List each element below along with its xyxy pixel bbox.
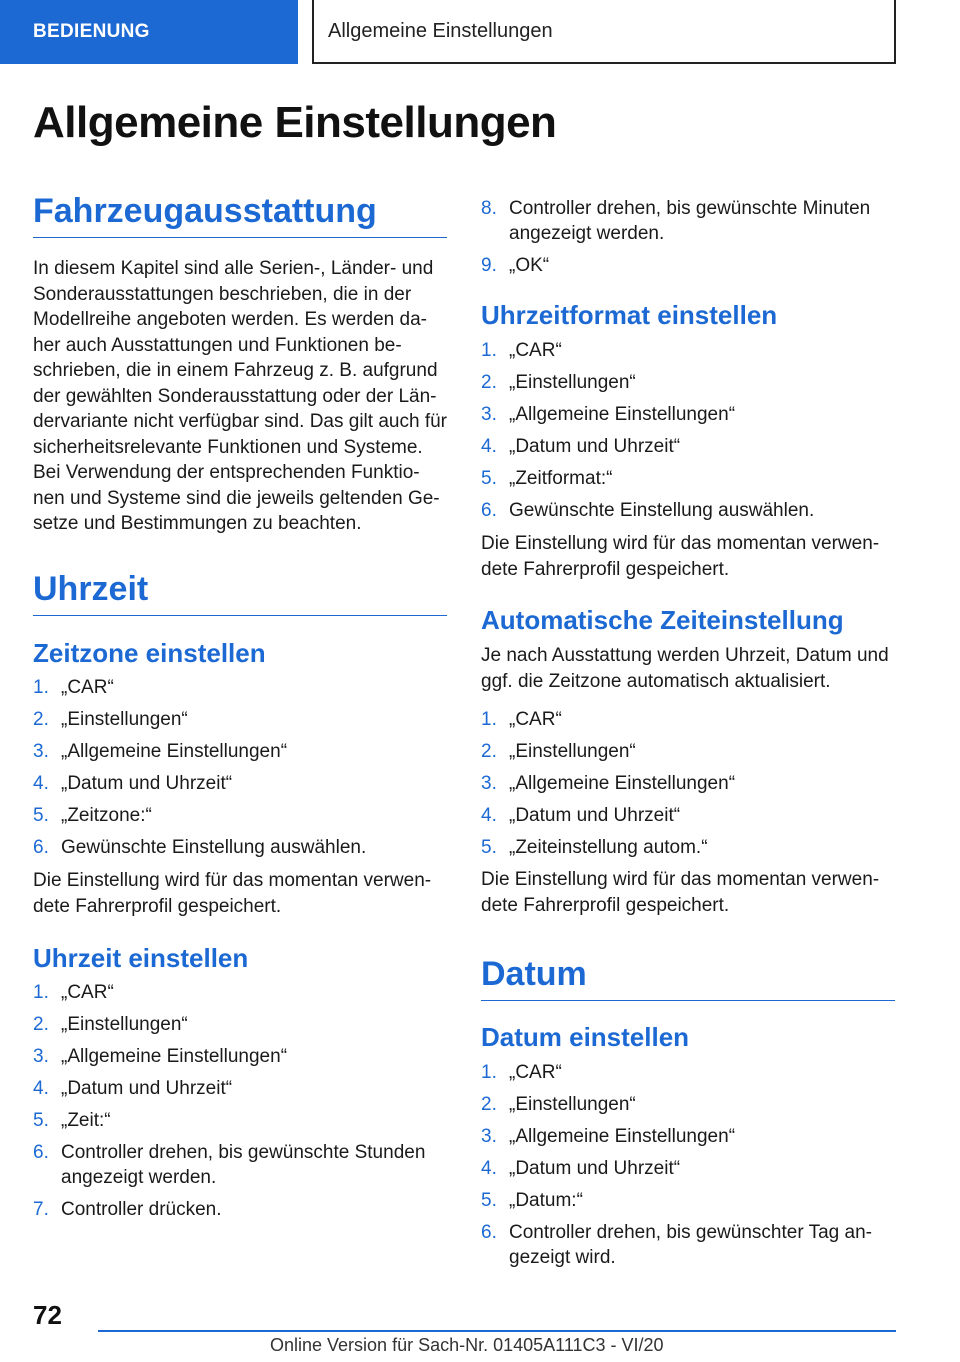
step-text: Gewünschte Einstellung auswählen. [509,500,815,521]
list-item [481,253,895,278]
list-item [481,739,895,764]
step-text: „Datum:“ [509,1190,583,1211]
text-line: ggf. die Zeitzone automatisch aktualisiert. [481,670,831,692]
text-line: Die Einstellung wird für das momentan verwen- [33,870,432,891]
header-section-label: BEDIENUNG [33,21,150,42]
step-number: 3. [481,1126,497,1147]
step-text: „Allgemeine Einstellungen“ [61,741,288,762]
text-line: Sonderausstattungen beschrieben, die in der [33,283,412,305]
heading-zeitzone-einstellen: Zeitzone einstellen [33,638,266,668]
step-number: 4. [481,436,497,457]
heading-fahrzeugausstattung: Fahrzeugausstattung [33,192,447,238]
step-text: „Zeiteinstellung autom.“ [509,837,708,858]
heading-datum-einstellen: Datum einstellen [481,1022,690,1052]
list-item [481,1156,895,1181]
step-number: 8. [481,198,497,219]
step-text: „CAR“ [509,709,562,730]
note-automatisch [481,867,895,918]
step-text: „Datum und Uhrzeit“ [509,436,681,457]
list-item [33,1044,447,1069]
step-number: 2. [481,372,497,393]
header-chapter-label: Allgemeine Einstellungen [328,19,553,42]
step-number: 2. [33,709,49,730]
text-line: dervariante nicht verfügbar sind. Das gilt auch für [33,411,447,432]
steps-automatisch [481,707,895,867]
page-number: 72 [33,1300,62,1330]
list-item [481,1220,895,1270]
step-number: 6. [481,1222,497,1243]
heading-uhrzeit: Uhrzeit [33,570,447,616]
text-line: Modellreihe angeboten werden. Es werden da- [33,309,427,330]
step-number: 1. [33,677,49,698]
step-text: „CAR“ [509,340,562,361]
list-item [481,498,895,523]
note-zeitzone [33,868,447,919]
step-text: Gewünschte Einstellung auswählen. [61,837,367,858]
step-number: 3. [481,773,497,794]
step-number: 7. [33,1199,49,1220]
step-text: „Einstellungen“ [509,741,636,762]
list-item [33,803,447,828]
text-line: dete Fahrerprofil gespeichert. [481,558,730,580]
list-item [481,338,895,363]
step-text: „Allgemeine Einstellungen“ [509,773,736,794]
step-number: 5. [481,1190,497,1211]
list-item [33,1076,447,1101]
list-item [481,1124,895,1149]
footer-version-text: Online Version für Sach-Nr. 01405A111C3 - VI/20 [270,1335,664,1355]
list-item [481,1092,895,1117]
list-item [481,1060,895,1085]
step-number: 1. [481,709,497,730]
text-line: Je nach Ausstattung werden Uhrzeit, Datum und [481,645,889,666]
step-number: 4. [481,805,497,826]
step-text: „Datum und Uhrzeit“ [509,1158,681,1179]
step-text: „CAR“ [61,677,114,698]
step-text: „Zeit:“ [61,1110,111,1131]
step-number: 1. [481,1062,497,1083]
step-text: „Einstellungen“ [509,1094,636,1115]
step-text: „Allgemeine Einstellungen“ [509,1126,736,1147]
step-number: 6. [481,500,497,521]
list-item [33,1108,447,1133]
header-chapter-title [312,0,896,64]
list-item [481,707,895,732]
step-text: „Datum und Uhrzeit“ [61,773,233,794]
step-number: 6. [33,1142,49,1163]
list-item [33,739,447,764]
text-line: dete Fahrerprofil gespeichert. [33,895,282,917]
page-title: Allgemeine Einstellungen [33,98,557,147]
footer-rule [98,1330,896,1332]
step-number: 9. [481,255,497,276]
heading-datum: Datum [481,955,895,1001]
text-line: nen und Systeme sind die jeweils geltenden Ge- [33,487,440,509]
text-line: schrieben, die in einem Fahrzeug z. B. aufgrund [33,360,438,381]
list-item [481,835,895,860]
steps-minuten [481,196,895,285]
step-text: „Einstellungen“ [61,709,188,730]
step-text: „OK“ [509,255,550,276]
text-line: In diesem Kapitel sind alle Serien-, Länder- und [33,258,434,279]
step-number: 4. [33,1078,49,1099]
header-section-tab [0,0,298,64]
heading-uhrzeitformat-einstellen: Uhrzeitformat einstellen [481,300,778,330]
step-number: 1. [33,982,49,1003]
list-item [33,707,447,732]
intro-automatische-zeiteinstellung [481,643,895,694]
steps-uhrzeitformat [481,338,895,530]
step-number: 3. [33,741,49,762]
step-text: „CAR“ [509,1062,562,1083]
step-text: Controller drücken. [61,1199,222,1220]
list-item [33,675,447,700]
step-number: 4. [33,773,49,794]
steps-uhrzeit [33,980,447,1229]
step-number: 3. [481,404,497,425]
note-uhrzeitformat [481,531,895,582]
text-line: Bei Verwendung der entsprechenden Funktio- [33,462,420,483]
step-text: „Zeitzone:“ [61,805,152,826]
step-number: 2. [33,1014,49,1035]
step-text: „Allgemeine Einstellungen“ [61,1046,288,1067]
step-text: Controller drehen, bis gewünschte Minuten angezeigt werden. [509,198,871,244]
list-item [33,1012,447,1037]
list-item [481,771,895,796]
steps-datum [481,1060,895,1277]
text-line: dete Fahrerprofil gespeichert. [481,894,730,916]
step-number: 1. [481,340,497,361]
text-line: her auch Ausstattungen und Funktionen be- [33,334,402,356]
step-number: 4. [481,1158,497,1179]
step-number: 2. [481,1094,497,1115]
list-item [481,434,895,459]
step-number: 5. [33,1110,49,1131]
list-item [33,1140,447,1190]
step-number: 5. [481,468,497,489]
step-number: 5. [33,805,49,826]
steps-zeitzone [33,675,447,867]
text-line: der gewählten Sonderausstattung oder der Län- [33,385,437,407]
list-item [33,1197,447,1222]
step-number: 5. [481,837,497,858]
step-text: „Datum und Uhrzeit“ [61,1078,233,1099]
text-line: sicherheitsrelevante Funktionen und Systeme. [33,436,423,458]
step-text: „CAR“ [61,982,114,1003]
list-item [481,402,895,427]
step-text: „Einstellungen“ [509,372,636,393]
step-number: 3. [33,1046,49,1067]
list-item [481,370,895,395]
list-item [33,980,447,1005]
step-text: „Datum und Uhrzeit“ [509,805,681,826]
step-text: Controller drehen, bis gewünschte Stunden angezeigt werden. [61,1142,426,1188]
list-item [481,1188,895,1213]
paragraph-fahrzeugausstattung [33,256,447,537]
list-item [33,835,447,860]
step-text: „Einstellungen“ [61,1014,188,1035]
heading-automatische-zeiteinstellung: Automatische Zeiteinstellung [481,605,844,635]
step-text: „Zeitformat:“ [509,468,613,489]
text-line: Die Einstellung wird für das momentan verwen- [481,869,880,890]
step-number: 2. [481,741,497,762]
step-number: 6. [33,837,49,858]
step-text: „Allgemeine Einstellungen“ [509,404,736,425]
list-item [481,196,895,246]
list-item [481,803,895,828]
text-line: setze und Bestimmungen zu beachten. [33,513,362,534]
list-item [481,466,895,491]
text-line: Die Einstellung wird für das momentan verwen- [481,533,880,554]
list-item [33,771,447,796]
heading-uhrzeit-einstellen: Uhrzeit einstellen [33,943,249,973]
step-text: Controller drehen, bis gewünschter Tag an-gezeigt wird. [509,1222,872,1268]
